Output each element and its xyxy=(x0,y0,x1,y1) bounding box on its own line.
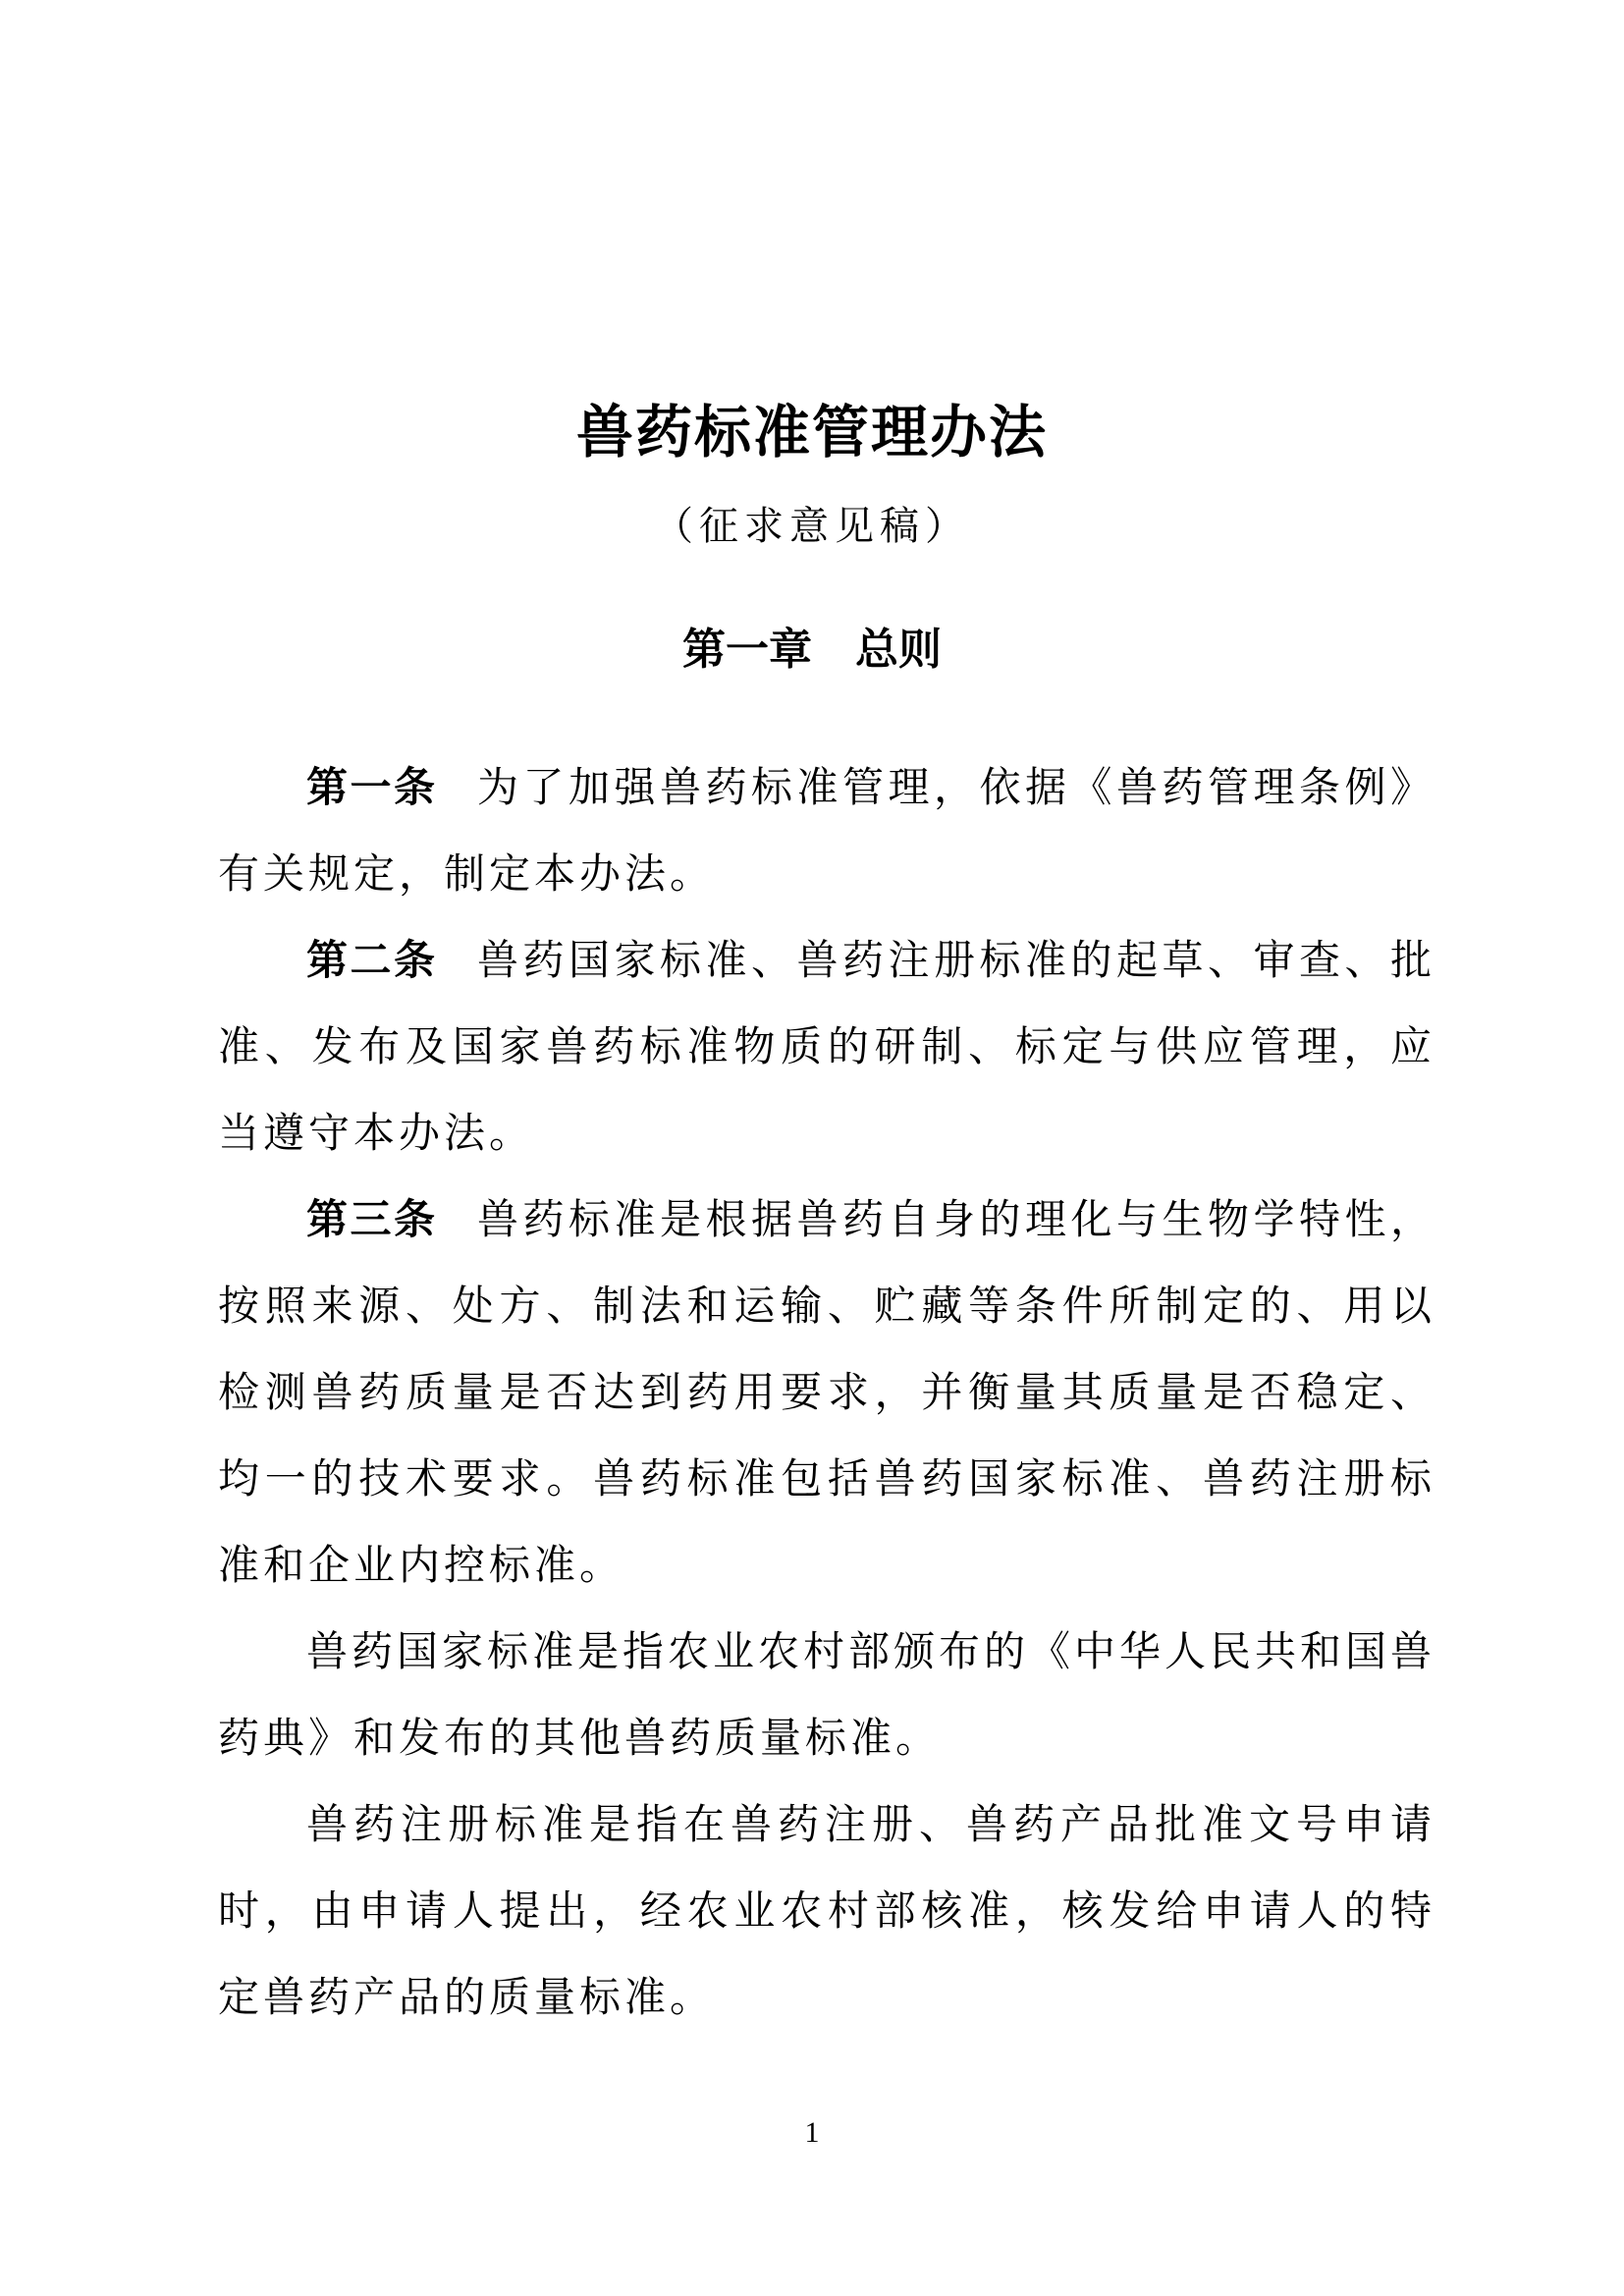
paragraph-text: 兽药国家标准是指农业农村部颁布的《中华人民共和国兽药典》和发布的其他兽药质量标准。 xyxy=(218,1627,1436,1762)
document-title: 兽药标准管理办法 xyxy=(575,399,1048,465)
body-paragraph xyxy=(218,1609,1435,1781)
article-label: 第二条 xyxy=(306,936,438,984)
article-paragraph xyxy=(218,744,1435,917)
article-paragraph xyxy=(218,917,1435,1176)
article-text: 为了加强兽药标准管理，依据《兽药管理条例》有关规定，制定本办法。 xyxy=(218,763,1435,898)
article-text: 兽药标准是根据兽药自身的理化与生物学特性，按照来源、处方、制法和运输、贮藏等条件所制定的、用以检测兽药质量是否达到药用要求，并衡量其质量是否稳定、均一的技术要求。兽药标准包括兽药国家标准、兽药注册标准和企业内控标准。 xyxy=(218,1195,1435,1589)
chapter-heading: 第一章 总则 xyxy=(682,625,942,675)
document-subtitle: （征求意见稿） xyxy=(654,504,970,549)
article-label: 第一条 xyxy=(306,763,438,811)
document-body xyxy=(218,744,1435,2041)
page-number: 1 xyxy=(804,2116,820,2149)
article-text: 兽药国家标准、兽药注册标准的起草、审查、批准、发布及国家兽药标准物质的研制、标定与供应管理，应当遵守本办法。 xyxy=(218,936,1435,1157)
article-label: 第三条 xyxy=(306,1195,438,1243)
body-paragraph xyxy=(218,1781,1435,2041)
paragraph-text: 兽药注册标准是指在兽药注册、兽药产品批准文号申请时，由申请人提出，经农业农村部核准，核发给申请人的特定兽药产品的质量标准。 xyxy=(218,1800,1435,2021)
article-paragraph xyxy=(218,1176,1435,1609)
